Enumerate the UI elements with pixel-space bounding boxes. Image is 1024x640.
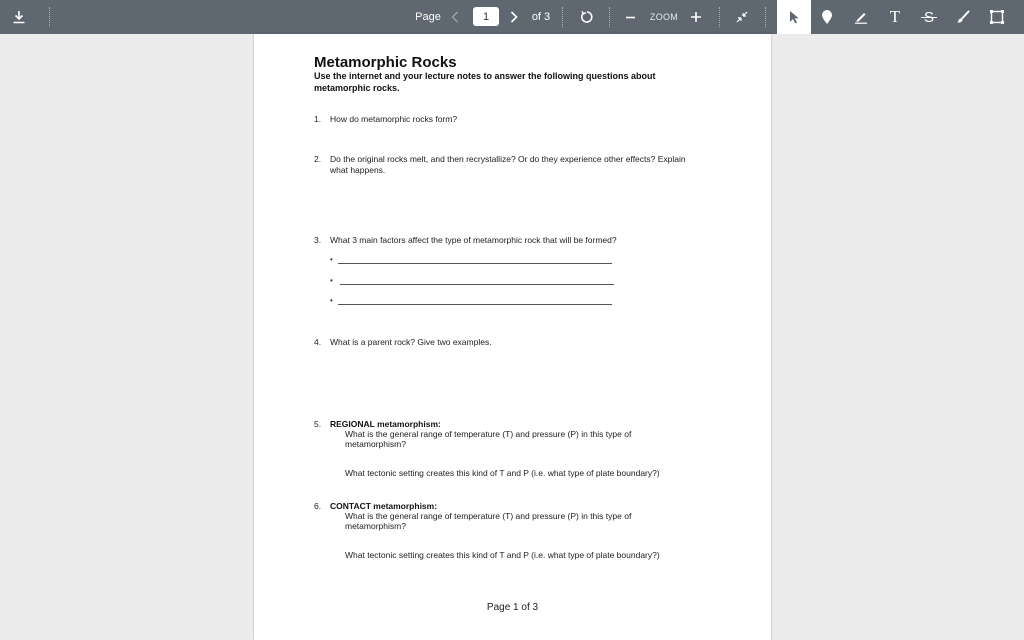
question-number: 5. bbox=[314, 419, 322, 429]
pen-icon bbox=[854, 10, 868, 24]
doc-instructions: Use the internet and your lecture notes to answer the following questions about metamorphic rocks. bbox=[314, 71, 656, 93]
page-count-label: of 3 bbox=[531, 11, 551, 23]
question-number: 2. bbox=[314, 154, 322, 164]
question-text: CONTACT metamorphism: bbox=[330, 501, 438, 511]
download-icon[interactable] bbox=[8, 0, 30, 34]
bullet: • bbox=[330, 296, 333, 305]
page-number-input[interactable] bbox=[473, 7, 499, 26]
chevron-left-icon bbox=[451, 11, 459, 23]
toolbar-divider bbox=[609, 7, 610, 27]
question-subtext: What is the general range of temperature (T) and pressure (P) in this type of metamorphism? bbox=[345, 429, 632, 449]
zoom-label: ZOOM bbox=[649, 12, 679, 22]
pdf-toolbar bbox=[0, 0, 1024, 34]
minus-icon bbox=[625, 12, 636, 23]
toolbar-divider bbox=[765, 7, 766, 27]
plus-icon bbox=[690, 11, 702, 23]
question-text: REGIONAL metamorphism: bbox=[330, 419, 441, 429]
question-text: Do the original rocks melt, and then recrystallize? Or do they experience other effects? Explain what happens. bbox=[330, 154, 686, 175]
question-text: How do metamorphic rocks form? bbox=[330, 114, 458, 124]
zoom-in-button[interactable] bbox=[686, 0, 706, 34]
answer-line bbox=[338, 263, 612, 264]
rotate-button[interactable] bbox=[576, 0, 598, 34]
bullet: • bbox=[330, 255, 333, 264]
answer-line bbox=[340, 284, 614, 285]
question-subtext: What is the general range of temperature (T) and pressure (P) in this type of metamorphism? bbox=[345, 511, 632, 531]
bullet: • bbox=[330, 276, 333, 285]
rectangle-icon bbox=[989, 9, 1005, 25]
pin-icon bbox=[821, 9, 833, 25]
answer-line bbox=[338, 304, 612, 305]
brush-icon bbox=[956, 10, 970, 24]
strikethrough-icon bbox=[924, 10, 934, 25]
chevron-right-icon bbox=[510, 11, 518, 23]
page-label: Page bbox=[415, 11, 441, 23]
toolbar-divider bbox=[49, 7, 50, 27]
question-text: What is a parent rock? Give two examples. bbox=[330, 337, 492, 347]
question-subtext: What tectonic setting creates this kind of T and P (i.e. what type of plate boundary?) bbox=[345, 550, 660, 560]
question-number: 1. bbox=[314, 114, 322, 124]
text-icon: T bbox=[889, 7, 901, 26]
pen-tool-button[interactable] bbox=[844, 0, 878, 34]
pin-tool-button[interactable] bbox=[810, 0, 844, 34]
document-page bbox=[254, 34, 771, 640]
next-page-button[interactable] bbox=[505, 0, 523, 34]
strikethrough-tool-button[interactable] bbox=[912, 0, 946, 34]
brush-tool-button[interactable] bbox=[946, 0, 980, 34]
rectangle-tool-button[interactable] bbox=[980, 0, 1014, 34]
collapse-button[interactable] bbox=[731, 0, 753, 34]
toolbar-divider bbox=[719, 7, 720, 27]
question-number: 6. bbox=[314, 501, 322, 511]
text-tool-button[interactable] bbox=[878, 0, 912, 34]
question-number: 3. bbox=[314, 235, 322, 245]
page-footer: Page 1 of 3 bbox=[486, 602, 539, 613]
question-number: 4. bbox=[314, 337, 322, 347]
collapse-arrows-icon bbox=[736, 11, 748, 23]
question-text: What 3 main factors affect the type of metamorphic rock that will be formed? bbox=[330, 235, 617, 245]
question-subtext: What tectonic setting creates this kind of T and P (i.e. what type of plate boundary?) bbox=[345, 468, 660, 478]
select-pointer-icon bbox=[789, 10, 800, 24]
doc-title: Metamorphic Rocks bbox=[314, 54, 457, 71]
zoom-out-button[interactable] bbox=[620, 0, 640, 34]
rotate-icon bbox=[580, 10, 594, 24]
prev-page-button[interactable] bbox=[446, 0, 464, 34]
toolbar-divider bbox=[562, 7, 563, 27]
select-tool-button[interactable] bbox=[777, 0, 811, 34]
